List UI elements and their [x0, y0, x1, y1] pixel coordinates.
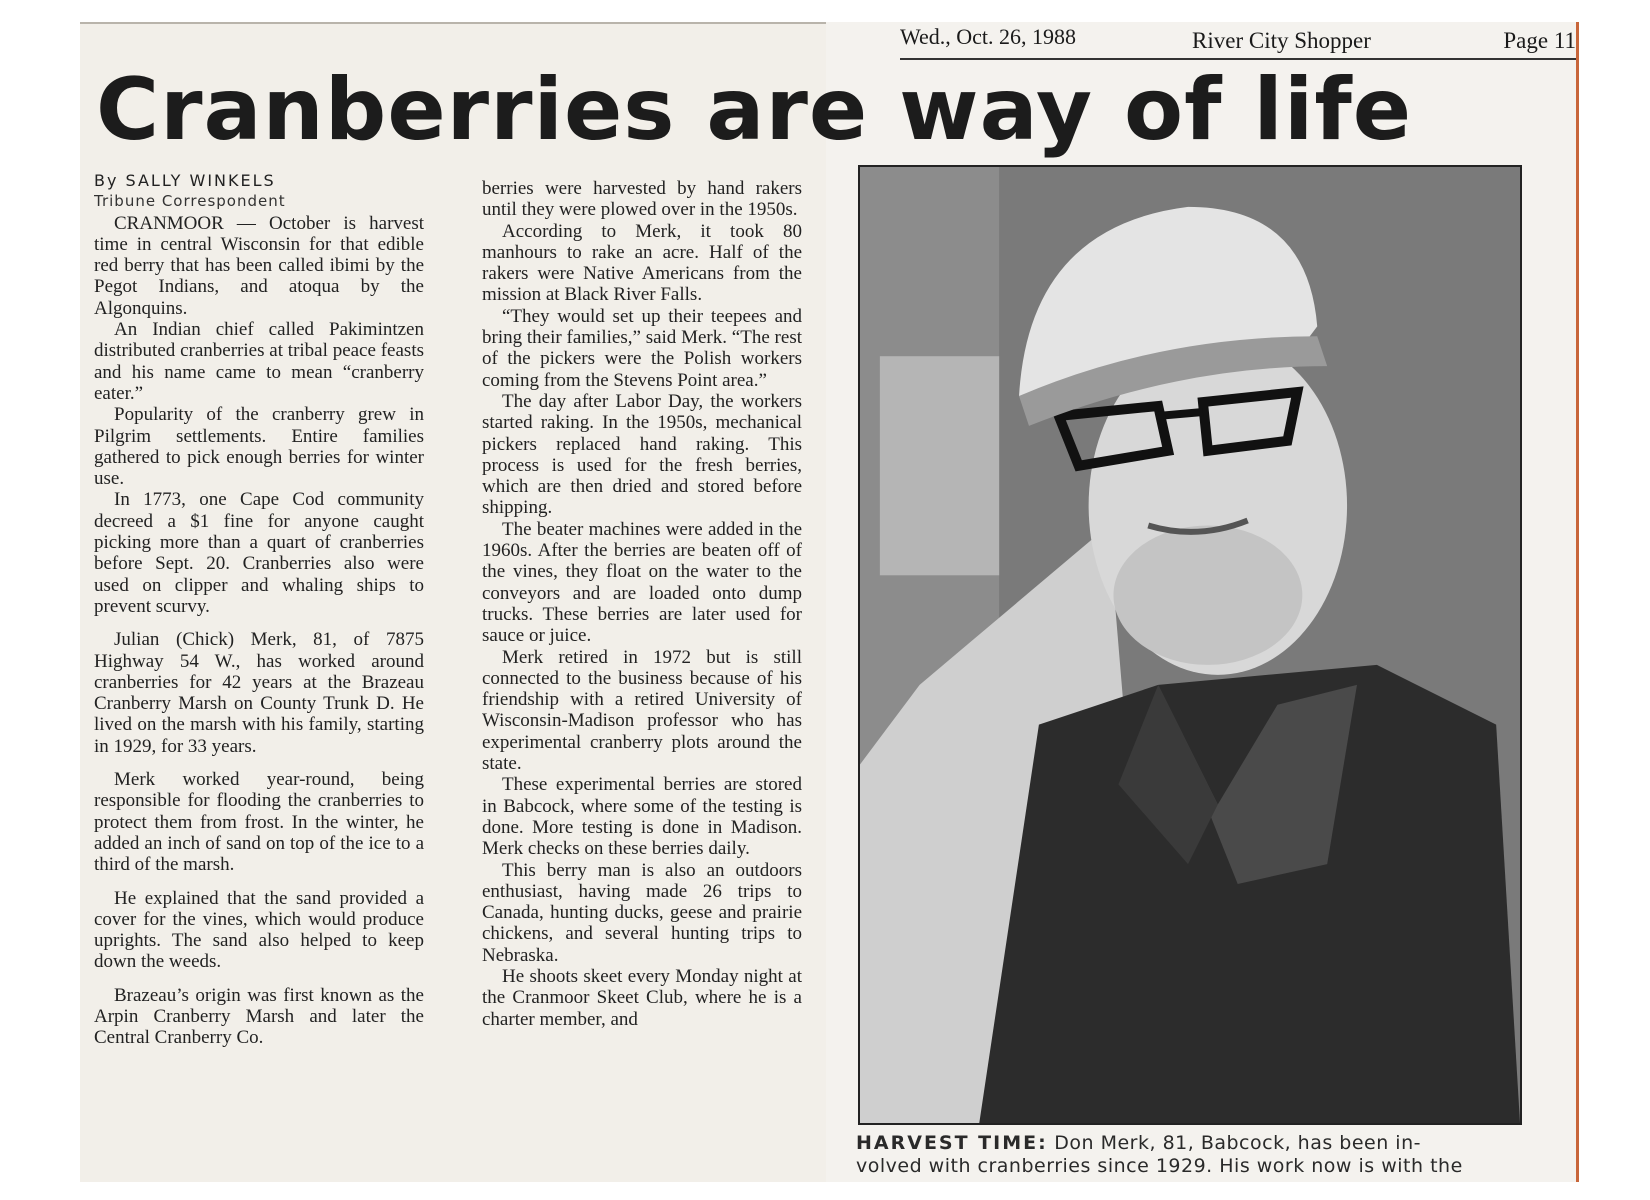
paragraph: An Indian chief called Pakimintzen distributed cranberries at tribal peace feasts and his name came to mean “cranberry eater.”	[94, 319, 424, 404]
paragraph: In 1773, one Cape Cod community decreed a $1 fine for anyone caught picking more than a quart of cranberries before Sept. 20. Cranberries also were used on clipper and whaling ships to prevent scurvy.	[94, 489, 424, 617]
paragraph: Julian (Chick) Merk, 81, of 7875 Highway 54 W., has worked around cranberries for 42 years at the Brazeau Cranberry Marsh on County Trunk D. He lived on the marsh with his family, starting in 1929, for 33 years.	[94, 629, 424, 757]
paragraph: Popularity of the cranberry grew in Pilgrim settlements. Entire families gathered to pick enough berries for winter use.	[94, 404, 424, 490]
masthead-date: Wed., Oct. 26, 1988	[900, 24, 1077, 49]
paragraph: “They would set up their teepees and bring their families,” said Merk. “The rest of the pickers were the Polish workers coming from the Stevens Point area.”	[482, 305, 802, 391]
paragraph: Brazeau’s origin was first known as the Arpin Cranberry Marsh and later the Central Cranberry Co.	[94, 984, 424, 1049]
paragraph: The day after Labor Day, the workers started raking. In the 1950s, mechanical pickers replaced hand raking. This process is used for the fresh berries, which are then dried and stored before shipping.	[482, 390, 802, 519]
caption-text-1: Don Merk, 81, Babcock, has been in-	[1054, 1132, 1421, 1154]
caption-lead: HARVEST TIME:	[856, 1132, 1048, 1154]
caption-text-2: volved with cranberries since 1929. His work now is with the	[856, 1155, 1463, 1177]
caption-line-1	[856, 1132, 1536, 1155]
headline: Cranberries are way of life	[96, 60, 1413, 160]
masthead-page-number: Page 11	[1503, 28, 1576, 53]
paragraph: Merk worked year-round, being responsible for flooding the cranberries to protect them from frost. In the winter, he added an inch of sand on top of the ice to a third of the marsh.	[94, 769, 424, 876]
paragraph: According to Merk, it took 80 manhours to rake an acre. Half of the rakers were Native Americans from the mission at Black River Falls.	[482, 220, 802, 306]
masthead-publication: River City Shopper	[1192, 28, 1371, 53]
paragraph: He shoots skeet every Monday night at the Cranmoor Skeet Club, where he is a charter member, and	[482, 965, 802, 1030]
paragraph: He explained that the sand provided a cover for the vines, which would produce uprights. The sand also helped to keep down the weeds.	[94, 887, 424, 973]
paragraph: This berry man is also an outdoors enthusiast, having made 26 trips to Canada, hunting ducks, geese and prairie chickens, and several hunting trips to Nebraska.	[482, 859, 802, 966]
article-column-2	[482, 178, 802, 1188]
portrait-photo	[858, 165, 1522, 1125]
byline: By SALLY WINKELS	[94, 171, 276, 190]
article-column-1	[94, 170, 424, 1180]
paragraph: CRANMOOR — October is harvest time in central Wisconsin for that edible red berry that has been called ibimi by the Pegot Indians, and atoqua by the Algonquins.	[94, 212, 424, 319]
paragraph: berries were harvested by hand rakers until they were plowed over in the 1950s.	[482, 178, 802, 221]
paragraph: These experimental berries are stored in Babcock, where some of the testing is done. More testing is done in Madison. Merk checks on these berries daily.	[482, 774, 802, 860]
paragraph: Merk retired in 1972 but is still connected to the business because of his friendship with a retired University of Wisconsin-Madison professor who has experimental cranberry plots around the state.	[482, 646, 802, 775]
paragraph: The beater machines were added in the 1960s. After the berries are beaten off of the vines, they float on the water to the conveyors and are loaded onto dump trucks. These berries are later used for sauce or juice.	[482, 518, 802, 647]
byline-title: Tribune Correspondent	[94, 192, 286, 211]
masthead	[900, 24, 1576, 60]
portrait-illustration	[860, 167, 1520, 1123]
photo-caption	[856, 1132, 1536, 1178]
